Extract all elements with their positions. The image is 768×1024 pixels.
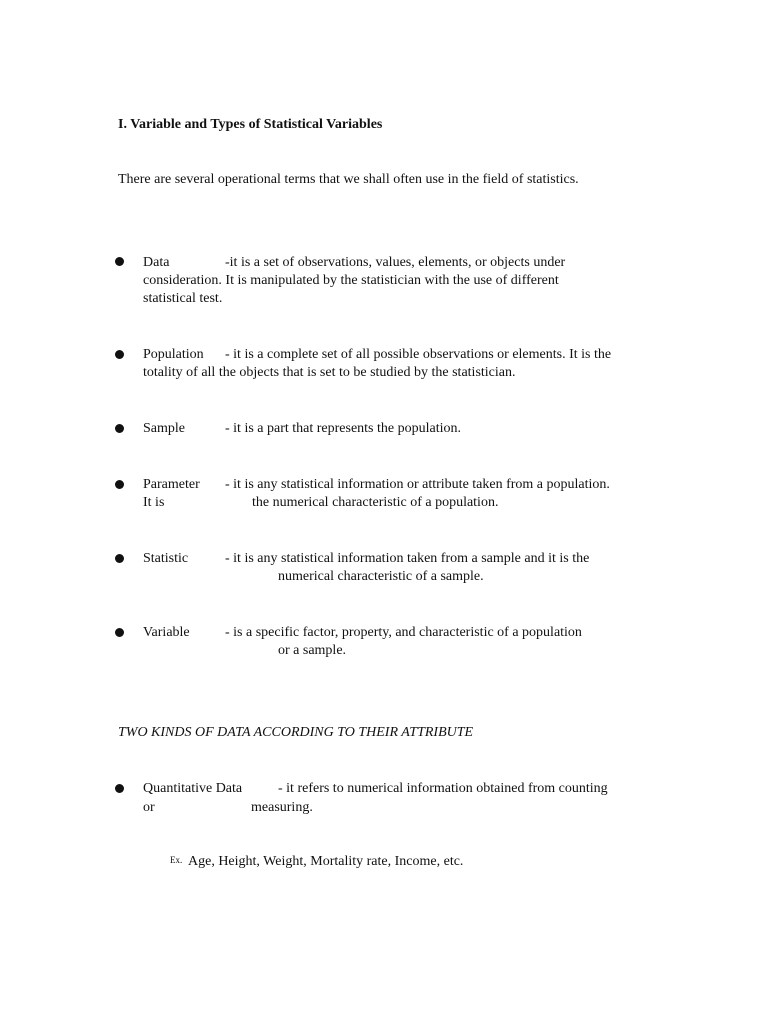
bullet-icon <box>115 350 124 359</box>
term-definition-line: - it is a complete set of all possible observations or elements. It is the <box>225 347 612 362</box>
bullet-icon <box>115 424 124 433</box>
term-definition-line: - is a specific factor, property, and characteristic of a population <box>225 625 582 640</box>
term-definition-line: - it is any statistical information taken from a sample and it is the <box>225 551 590 566</box>
intro-paragraph: There are several operational terms that we shall often use in the field of statistics. <box>118 172 579 187</box>
section-title: I. Variable and Types of Statistical Variables <box>118 117 383 132</box>
kind-definition-line: - it refers to numerical information obtained from counting <box>278 781 608 796</box>
term-label: Population <box>143 347 204 362</box>
bullet-icon <box>115 784 124 793</box>
bullet-icon <box>115 628 124 637</box>
term-definition-line: the numerical characteristic of a population. <box>252 495 499 510</box>
example-prefix: Ex. <box>170 855 183 865</box>
term-definition-line: -it is a set of observations, values, elements, or objects under <box>225 255 566 270</box>
term-label: Statistic <box>143 551 189 566</box>
kind-definition-line: or <box>143 800 155 815</box>
kind-definition-line: measuring. <box>251 800 313 815</box>
term-definition-line: numerical characteristic of a sample. <box>278 569 484 584</box>
bullet-icon <box>115 480 124 489</box>
kinds-heading: TWO KINDS OF DATA ACCORDING TO THEIR ATTRIBUTE <box>118 725 474 740</box>
term-label: Sample <box>143 421 185 436</box>
kind-label: Quantitative Data <box>143 781 243 796</box>
term-label: Variable <box>143 625 190 640</box>
term-definition-line: totality of all the objects that is set to be studied by the statistician. <box>143 365 516 380</box>
term-label: Data <box>143 255 170 270</box>
term-definition-line: - it is a part that represents the population. <box>225 421 461 436</box>
term-definition-line: It is <box>143 495 165 510</box>
bullet-icon <box>115 257 124 266</box>
term-definition-line: or a sample. <box>278 643 347 658</box>
term-definition-line: consideration. It is manipulated by the statistician with the use of different <box>143 273 559 288</box>
bullet-icon <box>115 554 124 563</box>
term-label: Parameter <box>143 477 200 492</box>
term-definition-line: - it is any statistical information or attribute taken from a population. <box>225 477 610 492</box>
term-definition-line: statistical test. <box>143 291 223 306</box>
example-text: Age, Height, Weight, Mortality rate, Income, etc. <box>188 854 464 869</box>
